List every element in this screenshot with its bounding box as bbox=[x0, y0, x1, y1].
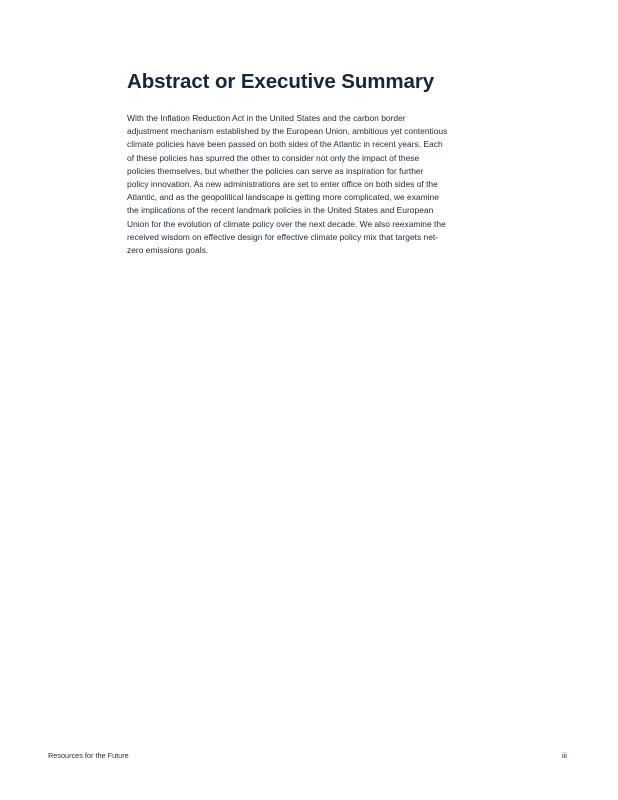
abstract-line: policies themselves, but whether the policies can serve as inspiration for further bbox=[127, 165, 424, 176]
abstract-line: climate policies have been passed on both sides of the Atlantic in recent years. Each bbox=[127, 139, 443, 150]
abstract-line: Union for the evolution of climate policy over the next decade. We also reexamine the bbox=[127, 218, 446, 229]
abstract-line: With the Inflation Reduction Act in the United States and the carbon border bbox=[127, 113, 406, 123]
abstract-line: the implications of the recent landmark policies in the United States and European bbox=[127, 205, 434, 216]
footer-page-number: iii bbox=[562, 751, 567, 760]
abstract-line: zero emissions goals. bbox=[127, 245, 209, 256]
page-title: Abstract or Executive Summary bbox=[127, 70, 435, 93]
abstract-line: Atlantic, and as the geopolitical landscape is getting more complicated, we examine bbox=[127, 192, 439, 203]
abstract-paragraph bbox=[127, 112, 497, 257]
footer-organization: Resources for the Future bbox=[48, 751, 129, 760]
abstract-line: policy innovation. As new administrations are set to enter office on both sides of the bbox=[127, 179, 438, 190]
abstract-line: received wisdom on effective design for effective climate policy mix that targets net- bbox=[127, 231, 439, 242]
abstract-line: adjustment mechanism established by the European Union, ambitious yet contentious bbox=[127, 126, 448, 137]
abstract-line: of these policies has spurred the other to consider not only the impact of these bbox=[127, 152, 420, 163]
